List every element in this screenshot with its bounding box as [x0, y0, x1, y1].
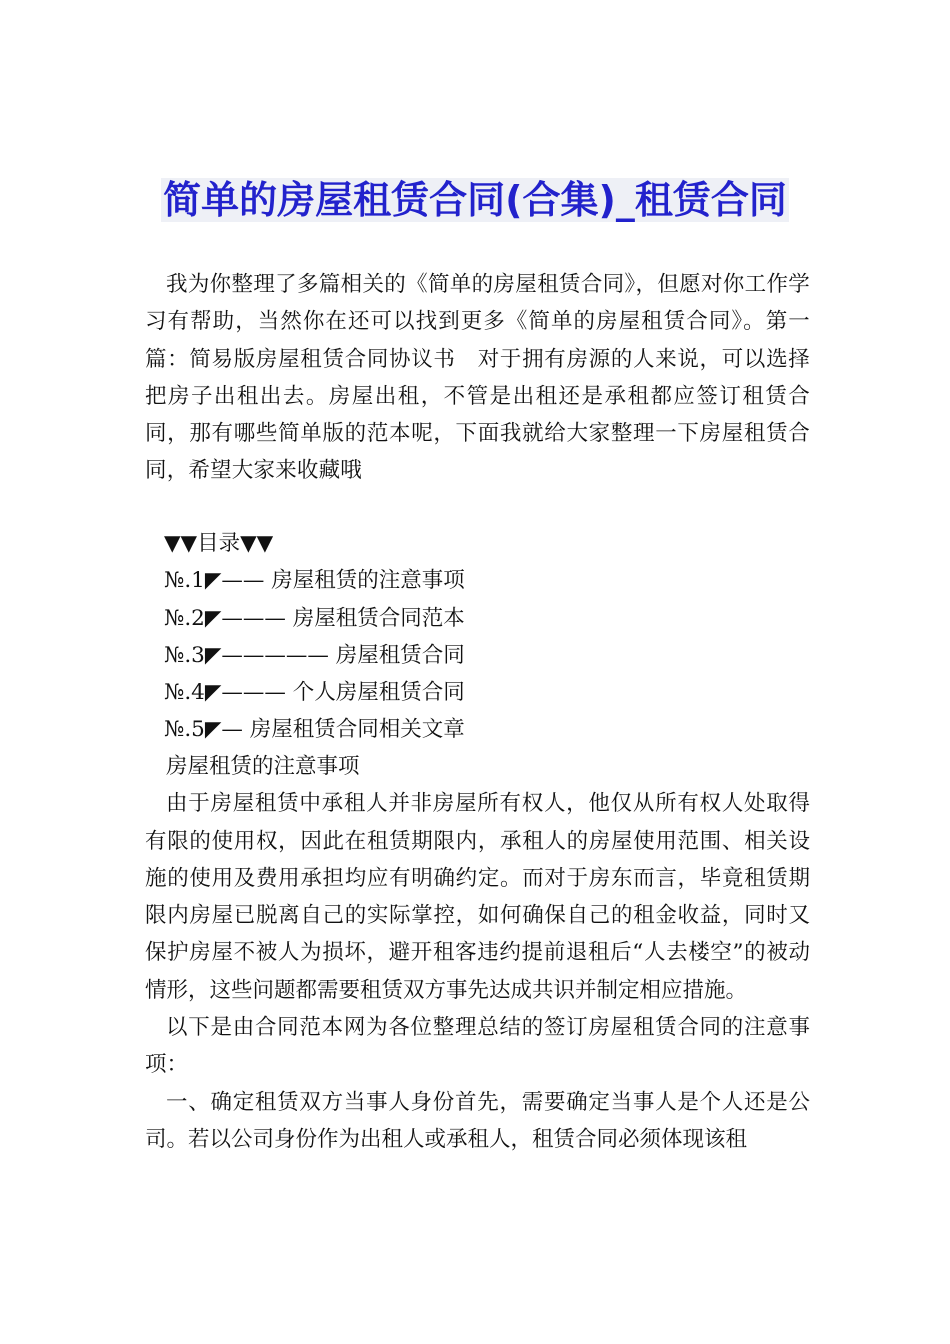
- section-paragraph-2: 以下是由合同范本网为各位整理总结的签订房屋租赁合同的注意事项：: [145, 1015, 810, 1078]
- intro-paragraph: 我为你整理了多篇相关的《简单的房屋租赁合同》，但愿对你工作学习有帮助，当然你在还可以找到更多《简单的房屋租赁合同》。第一篇：简易版房屋租赁合同协议书 对于拥有房源的人来说，可以选择把房子出租出去。房屋出租，不管是出租还是承租都应签订租赁合同，那有哪些简单版的范本呢，下面我就给大家整理一下房屋租赁合同，希望大家来收藏哦: [145, 272, 810, 484]
- section-heading: 房屋租赁的注意事项: [166, 754, 360, 779]
- section-paragraph-1: 由于房屋租赁中承租人并非房屋所有权人，他仅从所有权人处取得有限的使用权，因此在租赁期限内，承租人的房屋使用范围、相关设施的使用及费用承担均应有明确约定。而对于房东而言，毕竟租赁期限内房屋已脱离自己的实际掌控，如何确保自己的租金收益，同时又保护房屋不被人为损坏，避开租客违约提前退租后“人去楼空”的被动情形，这些问题都需要租赁双方事先达成共识并制定相应措施。: [145, 791, 810, 1003]
- section-notes: [145, 748, 810, 1158]
- toc-heading: ▼▼目录▼▼: [164, 531, 274, 556]
- document-title: [0, 174, 950, 226]
- toc-item-1[interactable]: №.1◤—— 房屋租赁的注意事项: [164, 568, 465, 594]
- toc-item-3[interactable]: №.3◤————— 房屋租赁合同: [164, 642, 465, 668]
- toc-item-5[interactable]: №.5◤— 房屋租赁合同相关文章: [164, 717, 465, 743]
- document-title-text: 简单的房屋租赁合同(合集)_租赁合同: [163, 178, 787, 222]
- intro-block: [145, 266, 810, 490]
- table-of-contents: [164, 525, 814, 749]
- toc-item-4[interactable]: №.4◤——— 个人房屋租赁合同: [164, 680, 465, 706]
- toc-item-2[interactable]: №.2◤——— 房屋租赁合同范本: [164, 605, 465, 631]
- section-paragraph-3: 一、确定租赁双方当事人身份首先，需要确定当事人是个人还是公司。若以公司身份作为出租人或承租人，租赁合同必须体现该租: [145, 1089, 810, 1152]
